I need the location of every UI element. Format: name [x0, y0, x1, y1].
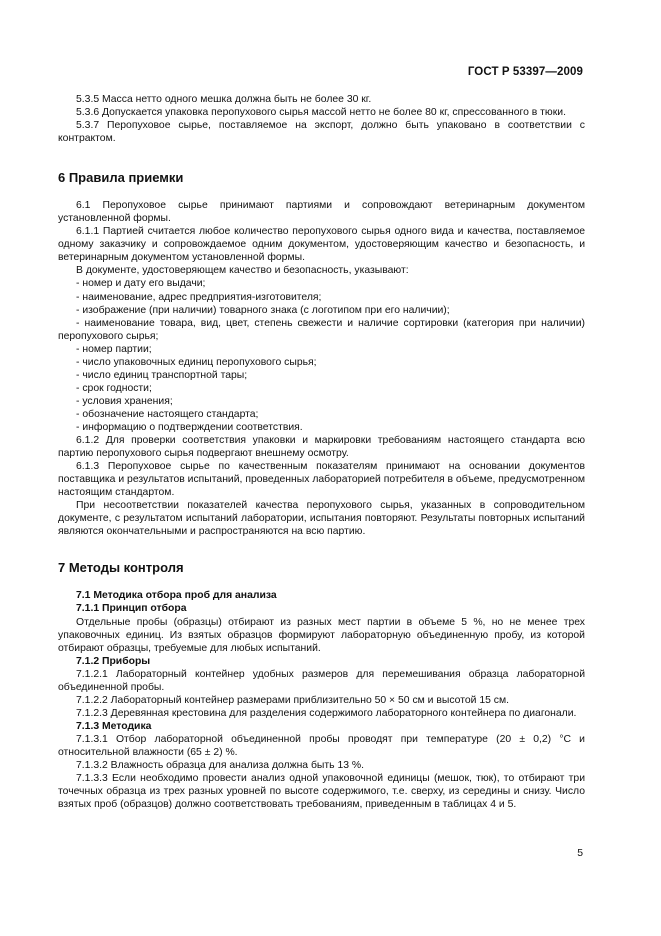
document-contents-intro: В документе, удостоверяющем качество и безопасность, указывают: [76, 265, 409, 277]
list-item: - наименование, адрес предприятия-изготовителя; [76, 291, 322, 303]
page-content [58, 93, 585, 811]
clause-6-1-2: 6.1.2 Для проверки соответствия упаковки и маркировки требованиям настоящего стандарта всю партию перопухового сырья подвергают внешнему осмотру. [58, 435, 585, 460]
clause-6-1-1: 6.1.1 Партией считается любое количество перопухового сырья одного вида и качества, поставляемое одному заказчику и сопровождаемое одним документом, удостоверяющим качество и безопасность, и ветеринарным документом установленной формы. [58, 226, 585, 264]
list-item: - номер партии; [76, 343, 152, 355]
subsection-7-1-3-title: 7.1.3 Методика [76, 720, 152, 732]
clause-5-3-6: 5.3.6 Допускается упаковка перопухового сырья массой нетто не более 80 кг, спрессованного в тюки. [76, 107, 566, 119]
list-item: - условия хранения; [76, 395, 173, 407]
list-item: - срок годности; [76, 382, 152, 394]
list-item: - наименование товара, вид, цвет, степень свежести и наличие сортировки (категория при наличии) перопухового сырья; [58, 317, 585, 342]
list-item: - обозначение настоящего стандарта; [76, 408, 259, 420]
list-item: - номер и дату его выдачи; [76, 278, 206, 290]
clause-5-3-5: 5.3.5 Масса нетто одного мешка должна быть не более 30 кг. [76, 94, 372, 105]
list-item: - число единиц транспортной тары; [76, 369, 248, 381]
section-7-title: 7 Методы контроля [58, 560, 184, 576]
list-item: - информацию о подтверждении соответствия. [76, 421, 303, 433]
clause-7-1-2-1: 7.1.2.1 Лабораторный контейнер удобных размеров для перемешивания образца лабораторной объединенной пробы. [58, 668, 585, 693]
page-number: 5 [577, 848, 583, 859]
standard-header: ГОСТ Р 53397—2009 [467, 66, 583, 78]
clause-7-1-1-text: Отдельные пробы (образцы) отбирают из разных мест партии в объеме 5 %, но не менее трех упаковочных единиц. Из взятых образцов формируют лабораторную объединенную пробу, из которой отбирают образцы, требуемые для любых испытаний. [58, 616, 585, 654]
list-item: - число упаковочных единиц перопухового сырья; [76, 356, 317, 368]
section-6-title: 6 Правила приемки [58, 170, 184, 186]
subsection-7-1-title: 7.1 Методика отбора проб для анализа [76, 590, 277, 602]
subsection-7-1-2-title: 7.1.2 Приборы [76, 655, 151, 667]
clause-7-1-3-1: 7.1.3.1 Отбор лабораторной объединенной пробы проводят при температуре (20 ± 0,2) °С и относительной влажности (65 ± 2) %. [58, 733, 585, 758]
clause-5-3-7: 5.3.7 Перопуховое сырье, поставляемое на экспорт, должно быть упаковано в соответствии с контрактом. [58, 120, 585, 145]
retest-paragraph: При несоответствии показателей качества перопухового сырья, указанных в сопроводительном документе, с результатом испытаний лаборатории, испытания повторяют. Результаты повторных испытаний являются окончательными и распространяются на всю партию. [58, 500, 585, 538]
clause-7-1-3-3: 7.1.3.3 Если необходимо провести анализ одной упаковочной единицы (мешок, тюк), то отбирают три точечных образца из трех разных уровней по высоте содержимого, т.е. сверху, из середины и снизу. Число взятых проб (образцов) должно соответствовать требованиям, приведенным в таблицах 4 и 5. [58, 773, 585, 811]
clause-7-1-2-2: 7.1.2.2 Лабораторный контейнер размерами приблизительно 50 × 50 см и высотой 15 см. [76, 694, 510, 706]
clause-6-1-3: 6.1.3 Перопуховое сырье по качественным показателям принимают на основании документов поставщика и результатов испытаний, проведенных лабораторией потребителя в объеме, предусмотренном настоящим стандартом. [58, 461, 585, 499]
clause-7-1-3-2: 7.1.3.2 Влажность образца для анализа должна быть 13 %. [76, 760, 365, 772]
subsection-7-1-1-title: 7.1.1 Принцип отбора [76, 603, 187, 615]
list-item: - изображение (при наличии) товарного знака (с логотипом при его наличии); [76, 304, 450, 316]
clause-6-1: 6.1 Перопуховое сырье принимают партиями и сопровождают ветеринарным документом установленной формы. [58, 200, 585, 225]
clause-7-1-2-3: 7.1.2.3 Деревянная крестовина для разделения содержимого лабораторного контейнера по диагонали. [76, 707, 577, 719]
